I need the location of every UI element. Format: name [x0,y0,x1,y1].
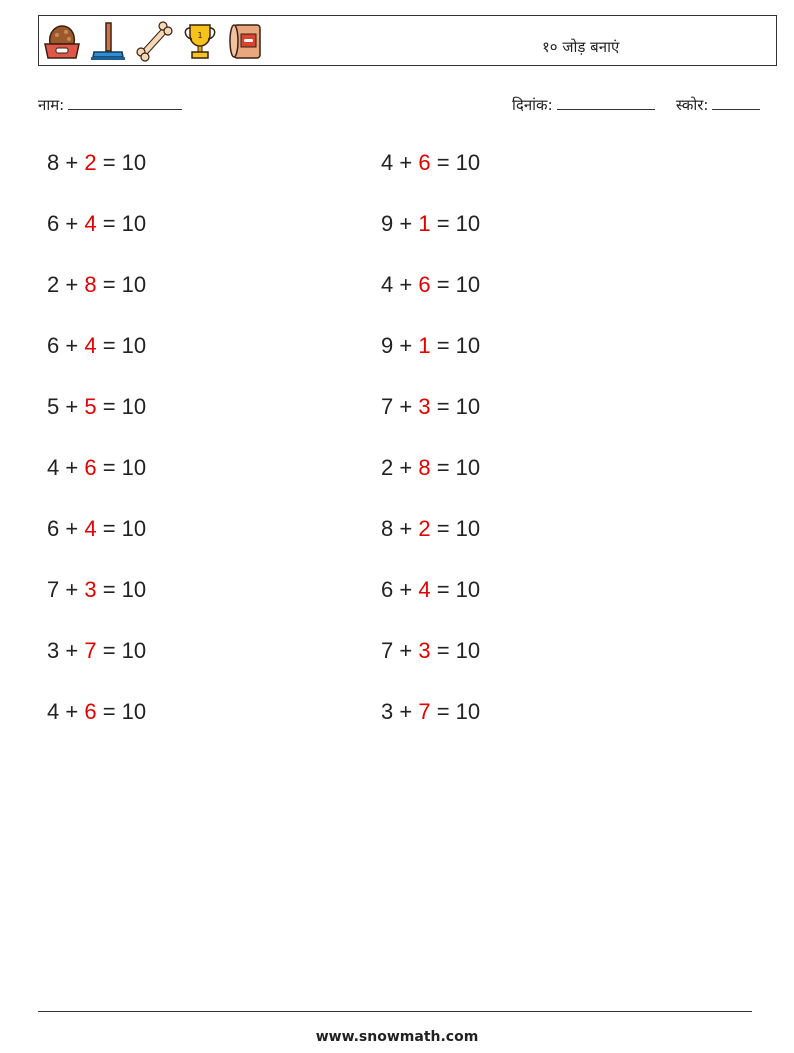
score-label: स्कोर: [676,96,709,114]
name-label: नाम: [38,96,65,114]
sum-value: 10 [121,699,147,724]
equals-sign: = [430,211,456,236]
plus-sign: + [59,394,85,419]
sum-value: 10 [121,272,147,297]
problem-left-4 [47,333,146,359]
sum-value: 10 [121,638,147,663]
problem-right-6 [381,455,480,481]
problem-left-6 [47,455,146,481]
sum-value: 10 [455,272,481,297]
equals-sign: = [96,333,122,358]
answer-addend: 4 [84,333,97,358]
equals-sign: = [96,638,122,663]
plus-sign: + [59,211,85,236]
plus-sign: + [59,455,85,480]
addend-a: 5 [47,394,60,419]
addend-a: 3 [381,699,394,724]
equals-sign: = [430,516,456,541]
equals-sign: = [430,699,456,724]
problem-left-7 [47,516,146,542]
answer-addend: 6 [84,699,97,724]
problem-right-7 [381,516,480,542]
problem-left-5 [47,394,146,420]
plus-sign: + [393,455,419,480]
equals-sign: = [96,272,122,297]
sum-value: 10 [455,699,481,724]
sum-value: 10 [455,211,481,236]
addend-a: 4 [381,272,394,297]
addend-a: 4 [47,455,60,480]
addend-a: 4 [47,699,60,724]
addend-a: 4 [381,150,394,175]
answer-addend: 2 [418,516,431,541]
addend-a: 7 [47,577,60,602]
equals-sign: = [96,211,122,236]
score-field [676,94,760,115]
score-blank-line [712,94,760,110]
name-field [38,94,182,115]
addend-a: 2 [381,455,394,480]
answer-addend: 6 [84,455,97,480]
footer-divider [38,1011,752,1012]
sum-value: 10 [455,577,481,602]
addend-a: 3 [47,638,60,663]
sum-value: 10 [121,577,147,602]
problem-left-2 [47,211,146,237]
dog-food-can-icon [226,20,266,62]
sum-value: 10 [121,150,147,175]
plus-sign: + [59,577,85,602]
plus-sign: + [59,699,85,724]
plus-sign: + [393,394,419,419]
date-label: दिनांक: [512,96,553,114]
answer-addend: 4 [84,211,97,236]
sum-value: 10 [455,455,481,480]
addend-a: 9 [381,211,394,236]
answer-addend: 6 [418,150,431,175]
addend-a: 8 [47,150,60,175]
equals-sign: = [430,577,456,602]
problem-right-2 [381,211,480,237]
footer-url: www.snowmath.com [315,1029,479,1045]
plus-sign: + [59,516,85,541]
answer-addend: 4 [84,516,97,541]
problem-right-8 [381,577,480,603]
problem-left-8 [47,577,146,603]
problem-right-1 [381,150,480,176]
equals-sign: = [96,150,122,175]
answer-addend: 3 [418,394,431,419]
addend-a: 7 [381,638,394,663]
date-field [512,94,655,115]
answer-addend: 7 [84,638,97,663]
equals-sign: = [96,394,122,419]
equals-sign: = [430,455,456,480]
equals-sign: = [96,455,122,480]
plunger-icon [88,20,128,62]
answer-addend: 6 [418,272,431,297]
addend-a: 6 [47,516,60,541]
addend-a: 6 [381,577,394,602]
sum-value: 10 [455,394,481,419]
problem-right-5 [381,394,480,420]
answer-addend: 2 [84,150,97,175]
plus-sign: + [59,150,85,175]
sum-value: 10 [121,333,147,358]
problem-right-3 [381,272,480,298]
answer-addend: 1 [418,333,431,358]
answer-addend: 1 [418,211,431,236]
equals-sign: = [430,272,456,297]
svg-text:1: 1 [197,31,203,40]
plus-sign: + [393,516,419,541]
problem-right-10 [381,699,480,725]
sum-value: 10 [455,638,481,663]
addend-a: 8 [381,516,394,541]
answer-addend: 5 [84,394,97,419]
addend-a: 6 [47,211,60,236]
problem-left-1 [47,150,146,176]
worksheet-header [38,15,777,66]
date-blank-line [557,94,655,110]
problem-right-4 [381,333,480,359]
sum-value: 10 [455,150,481,175]
plus-sign: + [393,150,419,175]
answer-addend: 3 [84,577,97,602]
trophy-icon [180,20,220,62]
plus-sign: + [393,699,419,724]
answer-addend: 3 [418,638,431,663]
bone-icon [134,20,174,62]
problem-left-3 [47,272,146,298]
plus-sign: + [59,638,85,663]
equals-sign: = [430,333,456,358]
sum-value: 10 [121,516,147,541]
worksheet-title: १० जोड़ बनाएं [542,38,620,56]
plus-sign: + [59,333,85,358]
addend-a: 6 [47,333,60,358]
problem-right-9 [381,638,480,664]
plus-sign: + [59,272,85,297]
sum-value: 10 [121,455,147,480]
plus-sign: + [393,577,419,602]
name-blank-line [68,94,182,110]
addend-a: 7 [381,394,394,419]
addend-a: 2 [47,272,60,297]
equals-sign: = [430,150,456,175]
plus-sign: + [393,333,419,358]
equals-sign: = [96,577,122,602]
answer-addend: 7 [418,699,431,724]
plus-sign: + [393,638,419,663]
sum-value: 10 [455,516,481,541]
equals-sign: = [96,516,122,541]
equals-sign: = [430,638,456,663]
dog-bowl-icon [42,20,82,62]
problem-left-9 [47,638,146,664]
addend-a: 9 [381,333,394,358]
header-icons [42,20,266,62]
problem-left-10 [47,699,146,725]
answer-addend: 4 [418,577,431,602]
sum-value: 10 [455,333,481,358]
plus-sign: + [393,211,419,236]
sum-value: 10 [121,211,147,236]
answer-addend: 8 [418,455,431,480]
equals-sign: = [430,394,456,419]
plus-sign: + [393,272,419,297]
equals-sign: = [96,699,122,724]
answer-addend: 8 [84,272,97,297]
sum-value: 10 [121,394,147,419]
